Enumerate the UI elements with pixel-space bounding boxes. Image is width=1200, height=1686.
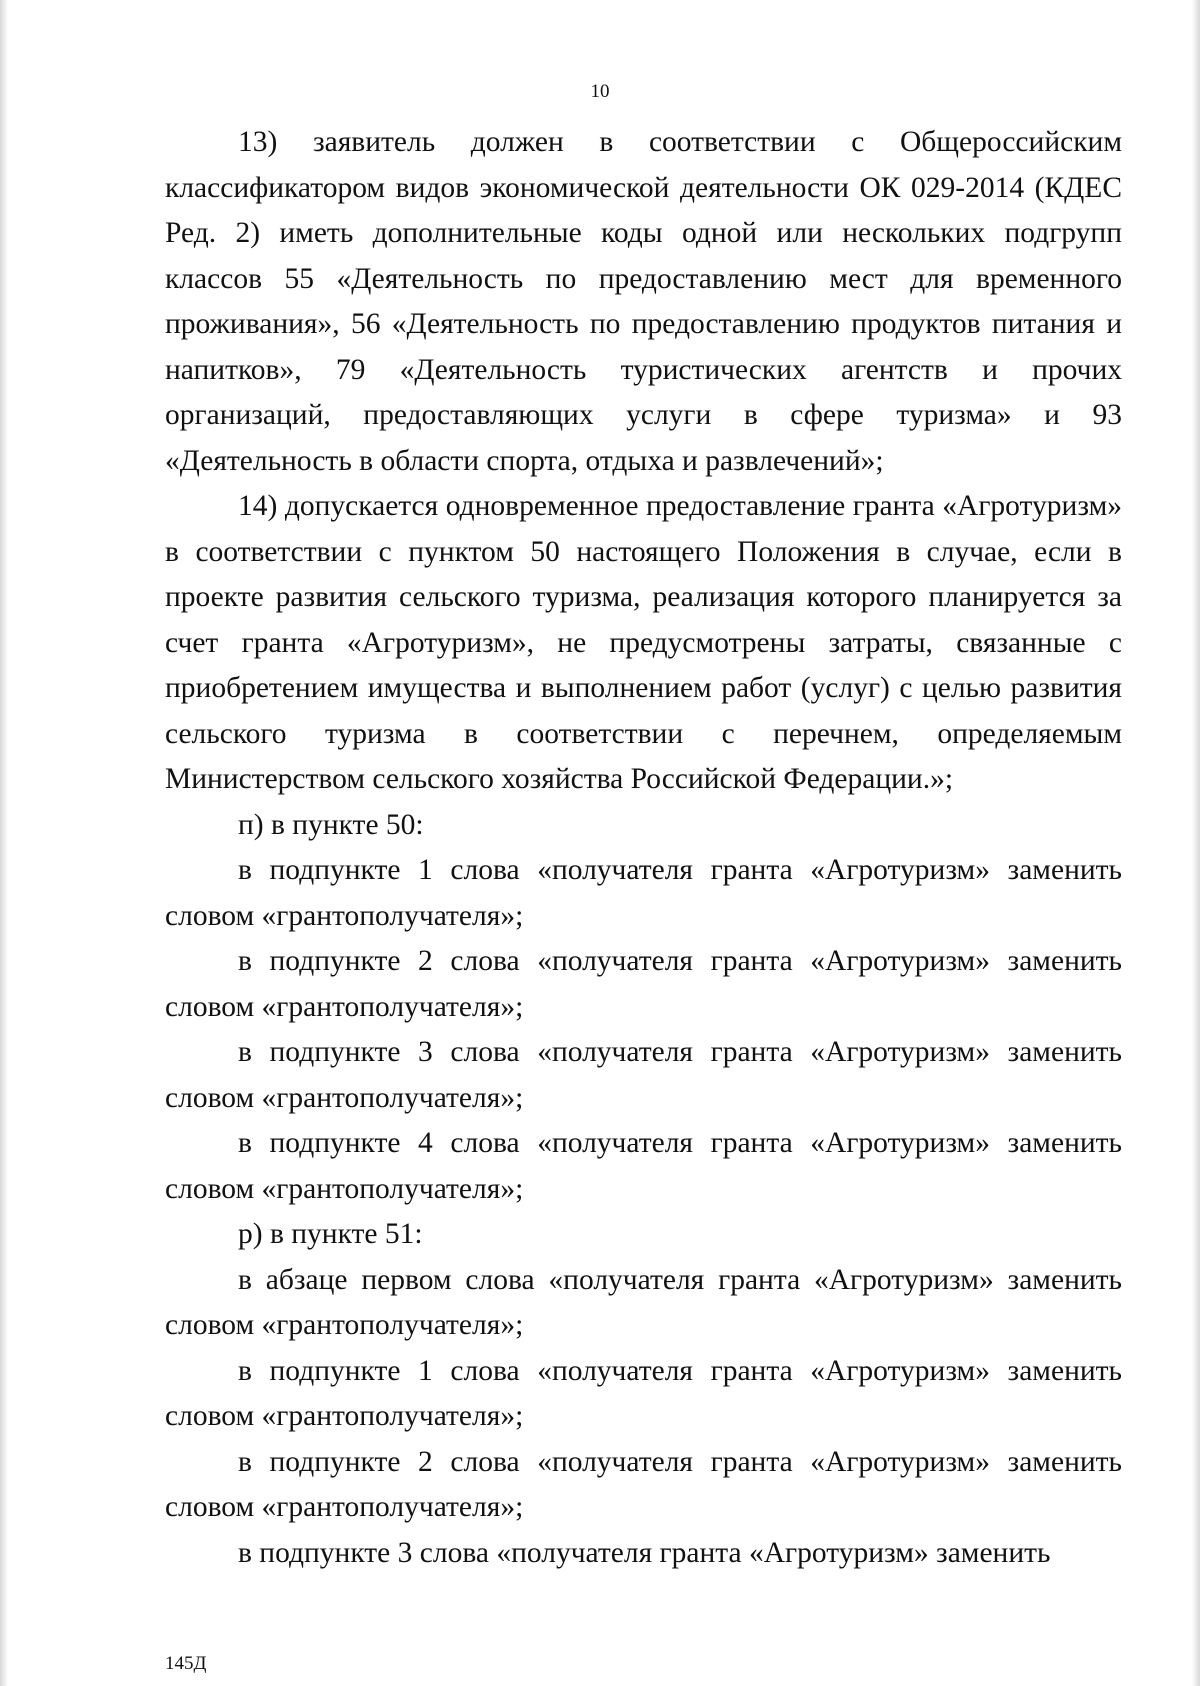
paragraph-clause-p-sub-4: в подпункте 4 слова «получателя гранта «Агротуризм» заменить словом «грантополучателя»; [165, 1127, 1122, 1205]
scan-edge-right [1192, 0, 1200, 1686]
footer-document-code: 145Д [165, 1653, 207, 1674]
paragraph-clause-p-sub-1: в подпункте 1 слова «получателя гранта «Агротуризм» заменить словом «грантополучателя»; [165, 854, 1122, 932]
paragraph-clause-p: п) в пункте 50: [238, 808, 424, 841]
scan-edge-left [0, 0, 8, 1686]
paragraph-item-13: 13) заявитель должен в соответствии с Общероссийским классификатором видов экономической деятельности ОК 029-2014 (КДЕС Ред. 2) иметь дополнительные коды одной или нескольких подгрупп классов 55 «Деятельность по предоставлению мест для временного проживания», 56 «Деятельность по предоставлению продуктов питания и напитков», 79 «Деятельность туристических агентств и прочих организаций, предоставляющих услуги в сфере туризма» и 93 «Деятельность в области спорта, отдыха и развлечений»; [165, 126, 1122, 477]
paragraph-clause-p-sub-2: в подпункте 2 слова «получателя гранта «Агротуризм» заменить словом «грантополучателя»; [165, 945, 1122, 1023]
document-body [165, 120, 1122, 1576]
paragraph-clause-r-first-abzac: в абзаце первом слова «получателя гранта «Агротуризм» заменить словом «грантополучателя»; [165, 1263, 1122, 1341]
paragraph-clause-r: р) в пункте 51: [238, 1218, 423, 1250]
page-number: 10 [590, 81, 610, 102]
paragraph-item-14: 14) допускается одновременное предоставление гранта «Агротуризм» в соответствии с пунктом 50 настоящего Положения в случае, если в проекте развития сельского туризма, реализация которого планируется за счет гранта «Агротуризм», не предусмотрены затраты, связанные с приобретением имущества и выполнением работ (услуг) с целью развития сельского туризма в соответствии с перечнем, определяемым Министерством сельского хозяйства Российской Федерации.»; [165, 490, 1122, 795]
paragraph-clause-r-sub-2: в подпункте 2 слова «получателя гранта «Агротуризм» заменить словом «грантополучателя»; [165, 1445, 1122, 1523]
paragraph-clause-r-sub-1: в подпункте 1 слова «получателя гранта «Агротуризм» заменить словом «грантополучателя»; [165, 1354, 1122, 1432]
paragraph-clause-p-sub-3: в подпункте 3 слова «получателя гранта «Агротуризм» заменить словом «грантополучателя»; [165, 1036, 1122, 1114]
paragraph-clause-r-sub-3: в подпункте 3 слова «получателя гранта «Агротуризм» заменить [238, 1536, 1051, 1569]
